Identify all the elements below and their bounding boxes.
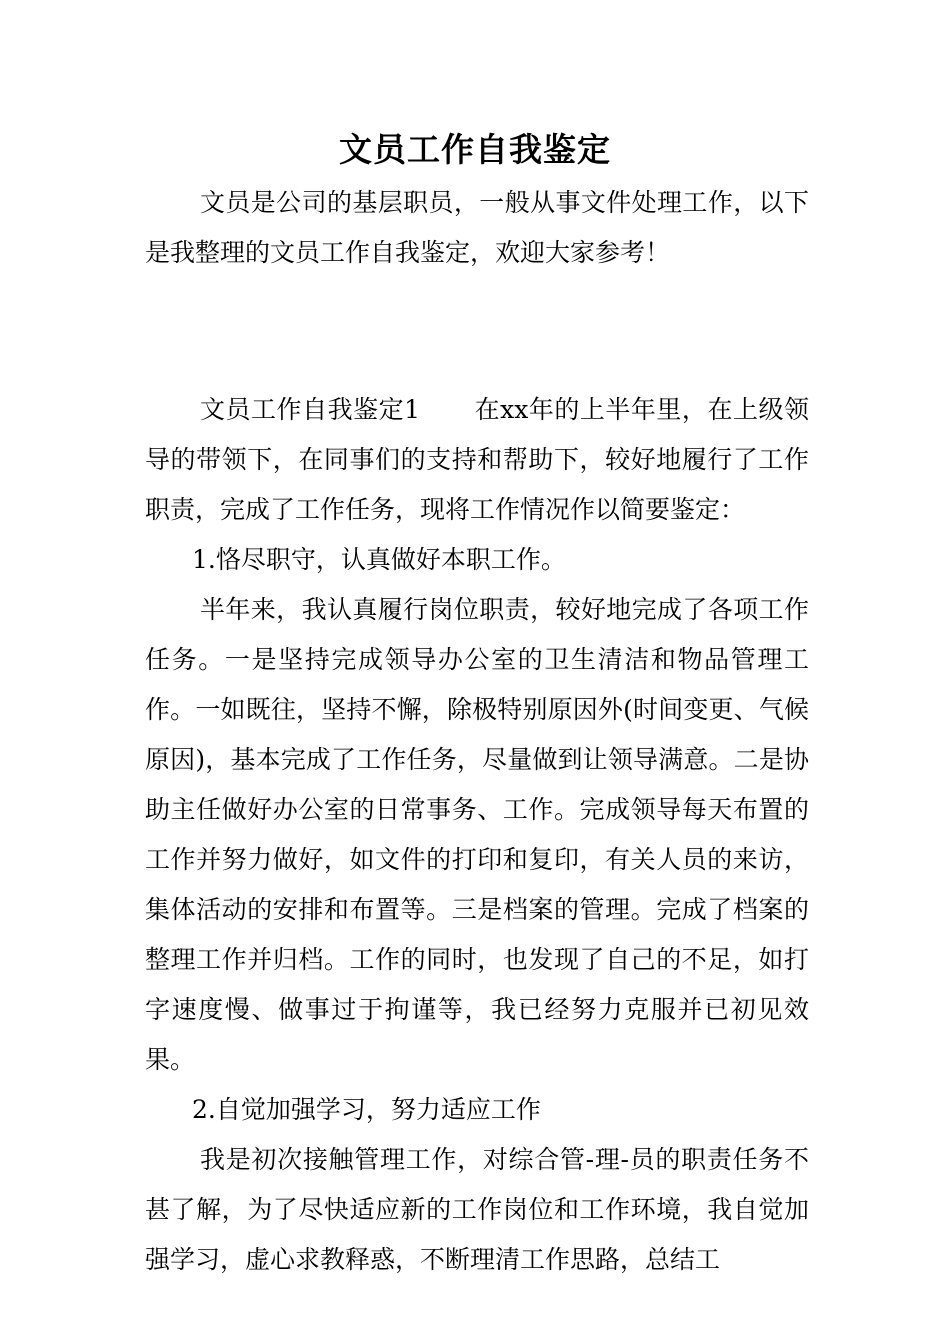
section-opening: 在xx年的上半年里，在上级领导的带领下，在同事们的支持和帮助下，较好地履行了工作职责，完成了工作任务，现将工作情况作以简要鉴定： <box>145 395 809 524</box>
point-1-body: 半年来，我认真履行岗位职责，较好地完成了各项工作任务。一是坚持完成领导办公室的卫生清洁和物品管理工作。一如既往，坚持不懈，除极特别原因外(时间变更、气候原因)，基本完成了工作任务，尽量做到让领导满意。二是协助主任做好办公室的日常事务、工作。完成领导每天布置的工作并努力做好，如文件的打印和复印，有关人员的来访，集体活动的安排和布置等。三是档案的管理。完成了档案的整理工作并归档。工作的同时，也发现了自己的不足，如打字速度慢、做事过于拘谨等，我已经努力克服并已初见效果。 <box>145 595 809 1074</box>
point-2-heading: 2.自觉加强学习，努力适应工作 <box>192 1095 541 1124</box>
intro-paragraph: 文员是公司的基层职员，一般从事文件处理工作，以下是我整理的文员工作自我鉴定，欢迎大家参考！ <box>145 188 809 267</box>
point-1-heading: 1.恪尽职守，认真做好本职工作。 <box>192 545 566 574</box>
document-body <box>145 178 809 1285</box>
document-title: 文员工作自我鉴定 <box>339 130 611 169</box>
point-2-body: 我是初次接触管理工作，对综合管-理-员的职责任务不甚了解，为了尽快适应新的工作岗位和工作环境，我自觉加强学习，虚心求教释惑，不断理清工作思路，总结工 <box>145 1145 809 1274</box>
section-paragraph <box>145 385 809 535</box>
paragraph-spacer <box>145 278 809 385</box>
section-heading: 文员工作自我鉴定1 <box>200 395 421 424</box>
